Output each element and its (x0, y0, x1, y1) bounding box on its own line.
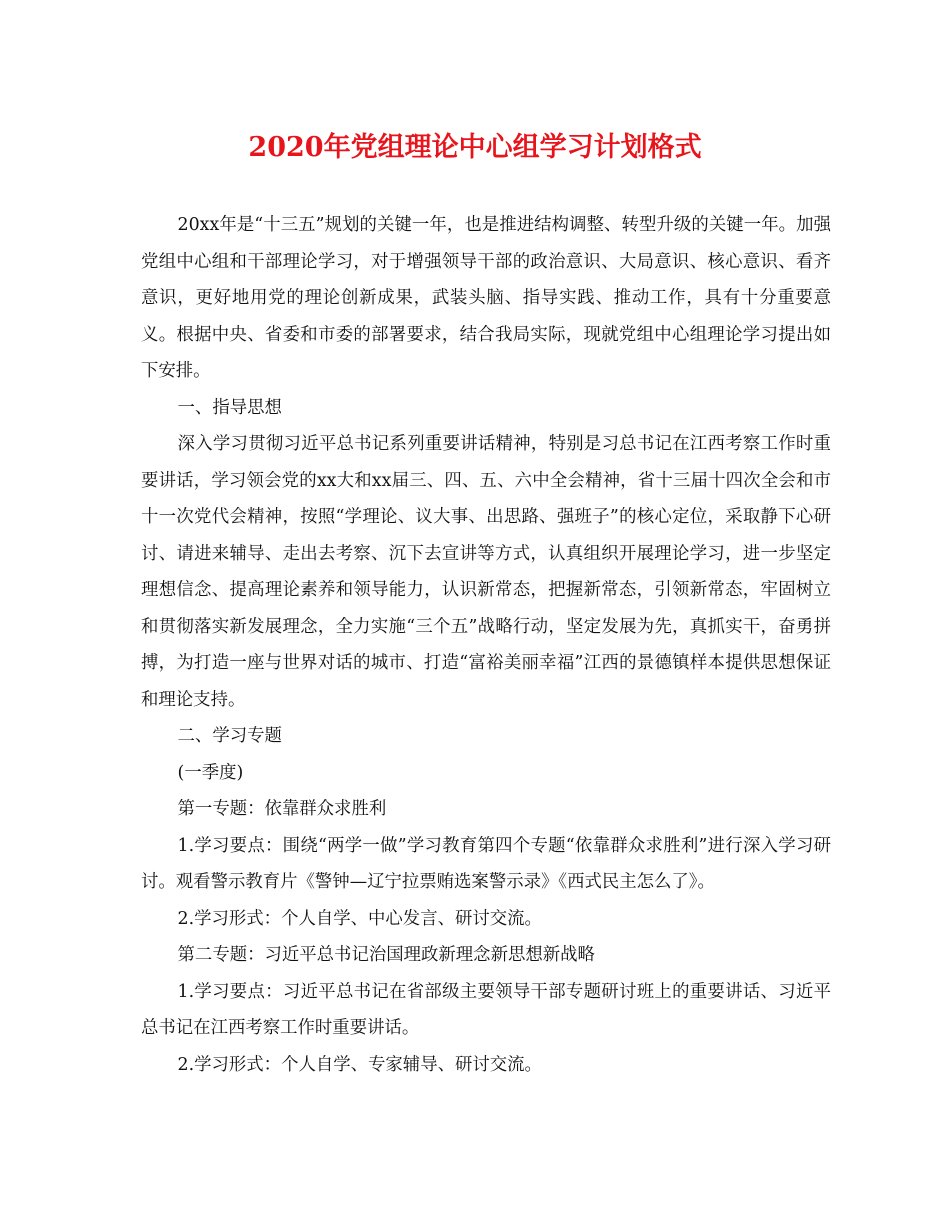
section-heading-guiding-ideology: 一、指导思想 (177, 397, 282, 418)
section-heading-study-topics: 二、学习专题 (177, 726, 282, 746)
topic-one-key-points: 1.学习要点：围绕“两学一做”学习教育第四个专题“依靠群众求胜利”进行深入学习研讨。观看警示教育片《警钟—辽宁拉票贿选案警示录》《西式民主怎么了》。 (141, 835, 831, 892)
quarter-label: (一季度) (177, 762, 244, 783)
topic-two-study-format: 2.学习形式：个人自学、专家辅导、研讨交流。 (177, 1054, 542, 1075)
topic-one-heading: 第一专题：依靠群众求胜利 (177, 799, 387, 819)
intro-paragraph: 20xx年是“十三五”规划的关键一年，也是推进结构调整、转型升级的关键一年。加强党组中心组和干部理论学习，对于增强领导干部的政治意识、大局意识、核心意识、看齐意识，更好地用党的理论创新成果，武装头脑、指导实践、推动工作，具有十分重要意义。根据中央、省委和市委的部署要求，结合我局实际，现就党组中心组理论学习提出如下安排。 (141, 215, 831, 381)
topic-two-heading: 第二专题：习近平总书记治国理政新理念新思想新战略 (177, 945, 595, 965)
topic-one-study-format: 2.学习形式：个人自学、中心发言、研讨交流。 (177, 908, 542, 929)
document-title: 2020年党组理论中心组学习计划格式 (248, 132, 702, 163)
guiding-ideology-paragraph: 深入学习贯彻习近平总书记系列重要讲话精神，特别是习总书记在江西考察工作时重要讲话，学习领会党的xx大和xx届三、四、五、六中全会精神，省十三届十四次全会和市十一次党代会精神，按照“学理论、议大事、出思路、强班子”的核心定位，采取静下心研讨、请进来辅导、走出去考察、沉下去宣讲等方式，认真组织开展理论学习，进一步坚定理想信念、提高理论素养和领导能力，认识新常态，把握新常态，引领新常态，牢固树立和贯彻落实新发展理念，全力实施“三个五”战略行动，坚定发展为先，真抓实干，奋勇拼搏，为打造一座与世界对话的城市、打造“富裕美丽幸福”江西的景德镇样本提供思想保证和理论支持。 (141, 434, 831, 710)
topic-two-key-points: 1.学习要点：习近平总书记在省部级主要领导干部专题研讨班上的重要讲话、习近平总书记在江西考察工作时重要讲话。 (141, 981, 831, 1038)
document-body (141, 207, 831, 1083)
